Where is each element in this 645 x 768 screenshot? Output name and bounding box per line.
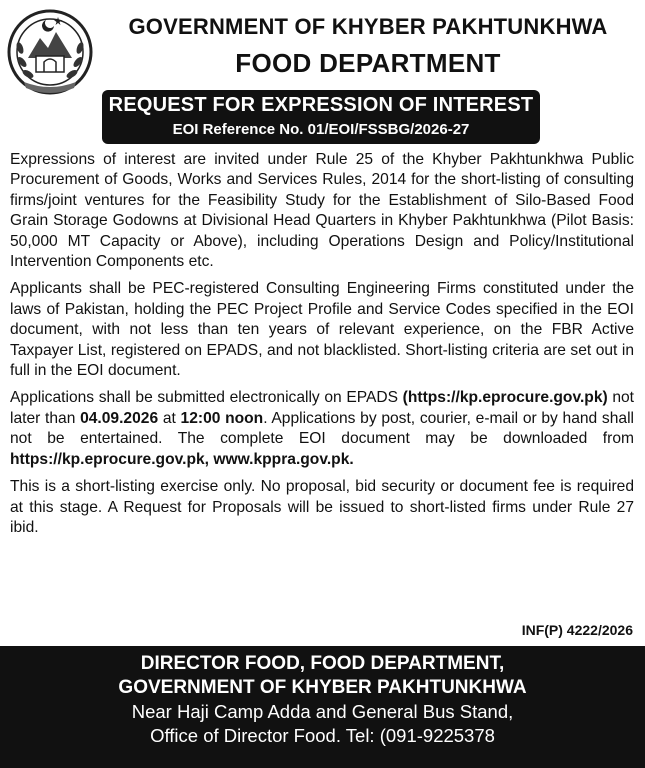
- footer-address: Near Haji Camp Adda and General Bus Stand,: [131, 701, 514, 722]
- kp-emblem-icon: [6, 8, 94, 96]
- deadline-time: 12:00 noon: [180, 409, 264, 427]
- eprocure-link[interactable]: https://kp.eprocure.gov.pk,: [10, 450, 209, 468]
- kppra-link[interactable]: www.kppra.gov.pk.: [213, 450, 354, 468]
- notice-footer: [0, 646, 645, 768]
- submission-text-a: Applications shall be submitted electronically on EPADS: [10, 389, 403, 407]
- footer-director: DIRECTOR FOOD, FOOD DEPARTMENT,: [140, 653, 505, 674]
- footer-contact: Office of Director Food. Tel: (091-9225378: [150, 725, 495, 746]
- department-title: FOOD DEPARTMENT: [235, 48, 501, 78]
- deadline-date: 04.09.2026: [80, 409, 159, 427]
- submission-text-c: at: [158, 409, 181, 427]
- eoi-title-box: [102, 90, 540, 144]
- government-title: GOVERNMENT OF KHYBER PAKHTUNKHWA: [128, 14, 608, 39]
- paragraph-note: This is a short-listing exercise only. No proposal, bid security or document fee is required at this stage. A Request for Proposals will be issued to short-listed firms under Rule 27 ibid.: [10, 478, 634, 536]
- eoi-title: REQUEST FOR EXPRESSION OF INTEREST: [108, 94, 534, 116]
- inf-reference: INF(P) 4222/2026: [521, 622, 633, 638]
- submission-text-b: not later than: [10, 389, 635, 427]
- paragraph-submission: [10, 388, 634, 470]
- footer-government: GOVERNMENT OF KHYBER PAKHTUNKHWA: [118, 677, 527, 698]
- epads-url-link[interactable]: (https://kp.eprocure.gov.pk): [402, 389, 608, 407]
- notice-body: [10, 150, 634, 545]
- paragraph-scope: Expressions of interest are invited under Rule 25 of the Khyber Pakhtunkhwa Public Procurement of Goods, Works and Services Rules, 2014 for the short-listing of consulting firms/joint ventures for the Feasibility Study for the Establishment of Silo-Based Food Grain Storage Godowns at Divisional Head Quarters in Khyber Pakhtunkhwa (Pilot Basis: 50,000 MT Capacity or Above), including Operations Design and Policy/Institutional Intervention Components etc.: [10, 151, 634, 271]
- paragraph-eligibility: Applicants shall be PEC-registered Consulting Engineering Firms constituted under the laws of Pakistan, holding the PEC Project Profile and Service Codes specified in the EOI document, with not less than ten years of relevant experience, on the FBR Active Taxpayer List, registered on EPADS, and not blacklisted. Short-listing criteria are set out in full in the EOI document.: [10, 280, 634, 380]
- notice-header: [0, 0, 645, 150]
- eoi-reference: EOI Reference No. 01/EOI/FSSBG/2026-27: [172, 121, 470, 138]
- submission-text-d: . Applications by post, courier, e-mail or by hand shall not be entertained. The complete EOI document may be downloaded from: [10, 409, 634, 448]
